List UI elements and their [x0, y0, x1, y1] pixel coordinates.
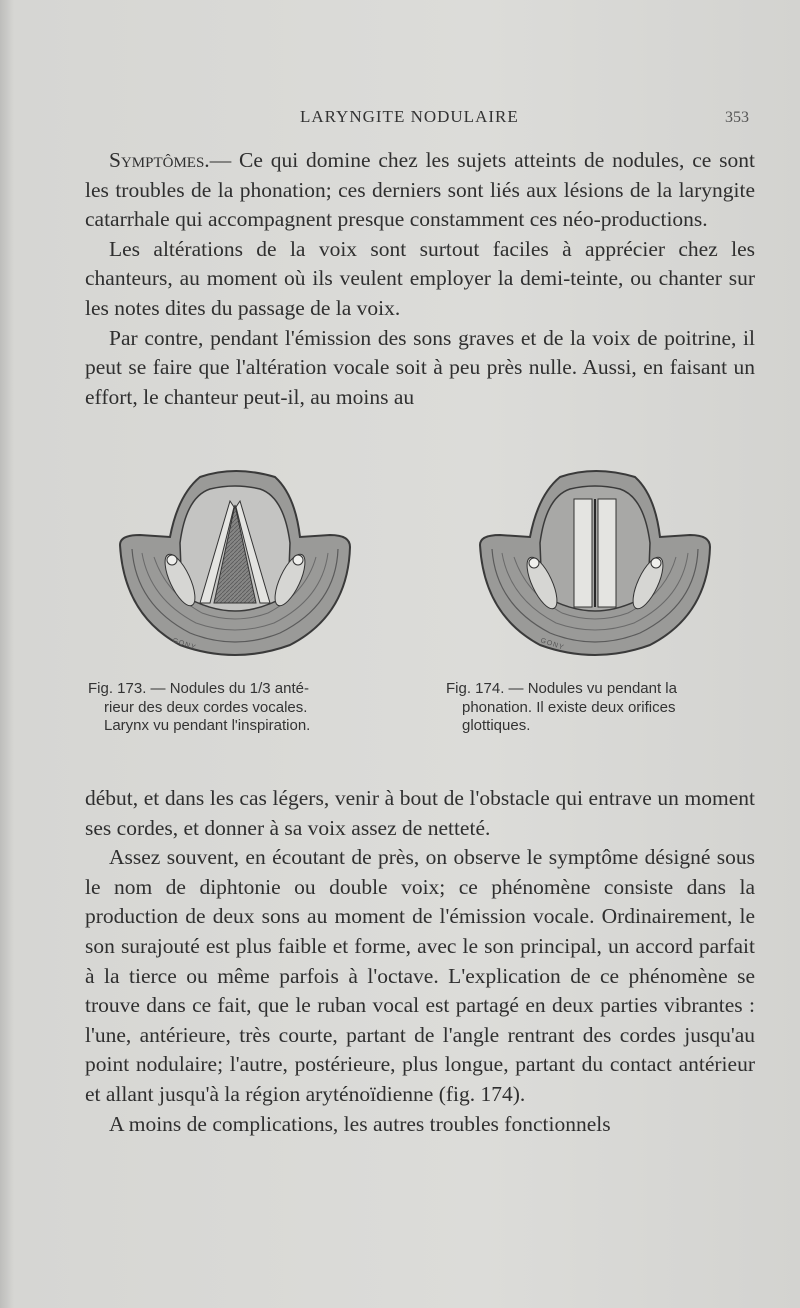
caption-line: phonation. Il existe deux orifices	[462, 698, 676, 716]
figure-174	[470, 465, 720, 665]
paragraph: Par contre, pendant l'émission des sons graves et de la voix de poitrine, il peut se faire que l'altération vocale soit à peu près nulle. Aussi, en faisant un effort, le chanteur peut-il, au moins au	[85, 325, 755, 409]
page-number: 353	[725, 109, 749, 126]
paragraph-diphtonie: Assez souvent, en écoutant de près, on observe le symptôme désigné sous le nom de diphtonie ou double voix; ce phénomène consiste dans la production de deux sons au moment de l'émission vocale. Ordinairement, le son surajouté est plus faible et forme, avec le son principal, un accord parfait à la tierce ou même parfois à l'octave. L'explication de ce phénomène se trouve dans ce fait, que le ruban vocal est partagé en deux parties vibrantes : l'une, antérieure, très courte, partant de l'angle rentrant des cordes jusqu'au point nodulaire; l'autre, postérieure, plus longue, partant du contact antérieur et allant jusqu'à la région aryténoïdienne (fig. 174).	[85, 845, 755, 1106]
caption-line: glottiques.	[462, 717, 531, 734]
caption-line: Fig. 174. — Nodules vu pendant la	[446, 680, 677, 697]
running-title: LARYNGITE NODULAIRE	[300, 107, 519, 126]
page-header	[0, 103, 800, 133]
paragraph-symptomes	[85, 146, 755, 235]
caption-line: Larynx vu pendant l'inspiration.	[104, 717, 311, 734]
text-block-bottom	[85, 784, 755, 1139]
caption-line: Fig. 173. — Nodules du 1/3 anté-	[88, 680, 309, 697]
larynx-phonation-illustration	[470, 465, 720, 665]
paragraph-text: — Ce qui domine chez les sujets atteints de nodules, ce sont les troubles de la phonation; ces derniers sont liés aux lésions de la laryngite catarrhale qui accompagnent presque constamment ces néo-productions.	[85, 148, 755, 232]
larynx-inspiration-illustration	[110, 465, 360, 665]
caption-line: rieur des deux cordes vocales.	[104, 698, 308, 716]
paragraph: Les altérations de la voix sont surtout faciles à apprécier chez les chanteurs, au moment où ils veulent employer la demi-teinte, ou chanter sur les notes dites du passage de la voix.	[85, 236, 755, 320]
engraver-signature: GONY	[539, 637, 566, 652]
engraver-signature: GONY	[171, 637, 198, 652]
figure-174-caption	[446, 680, 756, 736]
figure-173	[110, 465, 360, 665]
figure-173-caption	[88, 680, 394, 736]
paragraph-continuation: début, et dans les cas légers, venir à bout de l'obstacle qui entrave un moment ses cordes, et donner à sa voix assez de netteté.	[85, 786, 755, 840]
paragraph: A moins de complications, les autres troubles fonctionnels	[109, 1111, 611, 1136]
text-block-top	[85, 146, 755, 412]
section-lead: Symptômes.	[109, 148, 210, 172]
